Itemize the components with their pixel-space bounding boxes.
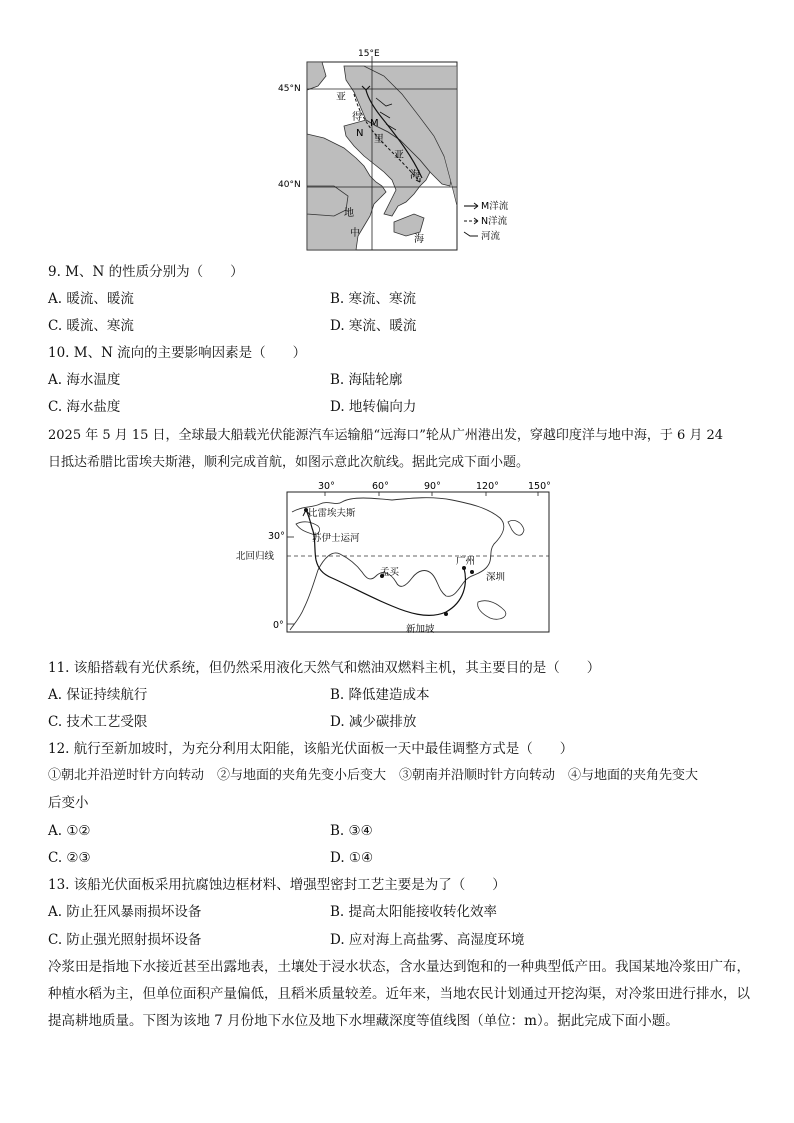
q11-option-c[interactable]: C. 技术工艺受限 — [48, 714, 148, 730]
mark-m: M — [370, 118, 379, 129]
sea-char-1: 亚 — [336, 92, 346, 103]
tropic-label: 北回归线 — [236, 551, 275, 562]
q11-option-a[interactable]: A. 保证持续航行 — [48, 687, 148, 703]
piraeus-label: 比雷埃夫斯 — [308, 508, 356, 519]
q11-stem: 11. 该船搭载有光伏系统，但仍然采用液化天然气和燃油双燃料主机，其主要目的是（ ） — [48, 660, 601, 676]
q13-option-b[interactable]: B. 提高太阳能接收转化效率 — [330, 904, 498, 920]
suez-label: 苏伊士运河 — [312, 533, 360, 544]
q13-stem: 13. 该船光伏面板采用抗腐蚀边框材料、增强型密封工艺主要是为了（ ） — [48, 877, 506, 893]
lon-label-150: 150° — [528, 481, 551, 492]
equator-label: 0° — [273, 620, 284, 631]
singapore-label: 新加坡 — [406, 624, 435, 635]
q9-option-b[interactable]: B. 寒流、寒流 — [330, 291, 417, 307]
lon-label-30: 30° — [318, 481, 335, 492]
q10-option-c[interactable]: C. 海水盐度 — [48, 399, 121, 415]
med-char-3: 海 — [414, 234, 424, 245]
q12-option-c[interactable]: C. ②③ — [48, 850, 91, 866]
sea-char-2: 得 — [352, 112, 362, 123]
lat-label-30: 30° — [268, 531, 285, 542]
q11-option-d[interactable]: D. 减少碳排放 — [330, 714, 417, 730]
med-char-1: 地 — [344, 208, 354, 219]
passage1-line2: 日抵达希腊比雷埃夫斯港，顺利完成首航，如图示意此次航线。据此完成下面小题。 — [48, 455, 530, 470]
lon-label-120: 120° — [476, 481, 499, 492]
passage2-text: 冷浆田是指地下水接近甚至出露地表，土壤处于浸水状态，含水量达到饱和的一种典型低产田。我国某地冷浆田广布，种植水稻为主，但单位面积产量偏低，且稻米质量较差。近年来，当地农民计划通过开挖沟渠，对冷浆田进行排水，以提高耕地质量。下图为该地 7 月份地下水位及地下水埋藏深度等值线图（单位：m）。据此完成下面小题。 — [48, 959, 750, 1029]
sea-char-4: 亚 — [394, 150, 404, 161]
legend-river-line — [464, 232, 478, 236]
lat-label-45: 45°N — [278, 84, 301, 94]
q10-option-d[interactable]: D. 地转偏向力 — [330, 399, 417, 415]
q9-stem: 9. M、N 的性质分别为（ ） — [48, 264, 244, 280]
mumbai-label: 孟买 — [380, 567, 400, 578]
lon-label-90: 90° — [424, 481, 441, 492]
legend-river-label: 河流 — [481, 231, 501, 242]
q12-choices-line2: 后变小 — [48, 795, 89, 811]
q12-option-a[interactable]: A. ①② — [48, 823, 91, 839]
sea-char-5: 海 — [410, 170, 420, 181]
singapore-dot — [444, 612, 448, 616]
lat-label-40: 40°N — [278, 180, 301, 190]
q12-option-b[interactable]: B. ③④ — [330, 823, 373, 839]
q9-option-a[interactable]: A. 暖流、暖流 — [48, 291, 134, 307]
q13-option-a[interactable]: A. 防止狂风暴雨损坏设备 — [48, 904, 202, 920]
q10-option-a[interactable]: A. 海水温度 — [48, 372, 121, 388]
q13-option-d[interactable]: D. 应对海上高盐雾、高湿度环境 — [330, 932, 525, 948]
shenzhen-dot — [470, 570, 474, 574]
q10-option-b[interactable]: B. 海陆轮廓 — [330, 372, 403, 388]
route-map — [232, 478, 556, 640]
legend-m-label: M洋流 — [481, 201, 509, 212]
passage1-line1: 2025 年 5 月 15 日，全球最大船载光伏能源汽车运输船“远海口”轮从广州港出发，穿越印度洋与地中海，于 6 月 24 — [48, 428, 724, 443]
q12-option-d[interactable]: D. ①④ — [330, 850, 374, 866]
q9-option-d[interactable]: D. 寒流、暖流 — [330, 318, 417, 334]
q10-stem: 10. M、N 流向的主要影响因素是（ ） — [48, 345, 307, 361]
q12-stem: 12. 航行至新加坡时，为充分利用太阳能，该船光伏面板一天中最佳调整方式是（ ） — [48, 741, 574, 757]
lon-label-60: 60° — [372, 481, 389, 492]
lon-label: 15°E — [358, 49, 380, 59]
shenzhen-label: 深圳 — [486, 572, 506, 583]
sea-char-3: 里 — [374, 134, 384, 145]
q12-choices-line1: ①朝北并沿逆时针方向转动 ②与地面的夹角先变小后变大 ③朝南并沿顺时针方向转动 ④与地面的夹角先变大 — [48, 768, 699, 783]
q13-option-c[interactable]: C. 防止强光照射损坏设备 — [48, 932, 202, 948]
q11-option-b[interactable]: B. 降低建造成本 — [330, 687, 430, 703]
q9-option-c[interactable]: C. 暖流、寒流 — [48, 318, 134, 334]
adriatic-map — [274, 46, 534, 256]
legend-n-label: N洋流 — [481, 216, 508, 227]
med-char-2: 中 — [350, 228, 360, 239]
mark-n: N — [356, 128, 364, 139]
guangzhou-label: 广州 — [456, 556, 476, 567]
